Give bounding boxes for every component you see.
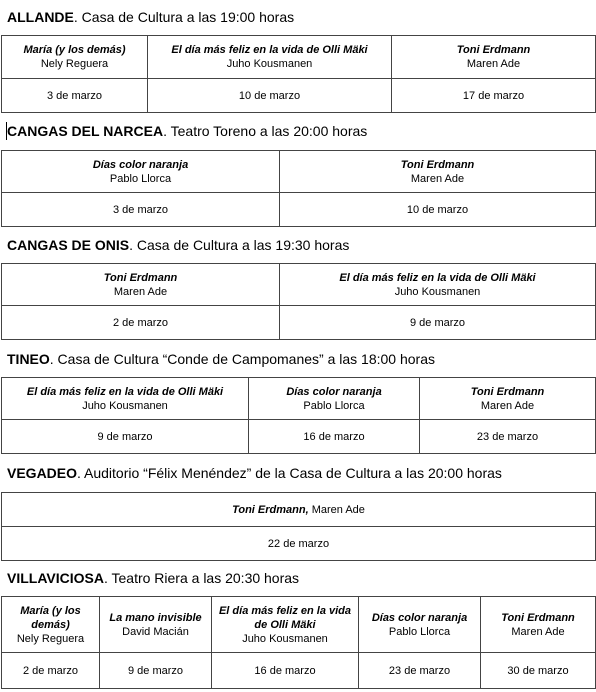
date-cell: 16 de marzo xyxy=(249,420,420,454)
film-director: Maren Ade xyxy=(511,625,565,638)
film-cell xyxy=(280,264,596,306)
film-cell xyxy=(249,378,420,420)
date-cell: 10 de marzo xyxy=(148,79,392,113)
film-director: Pablo Llorca xyxy=(388,625,451,638)
film-cell xyxy=(212,597,359,653)
venue-text: . Casa de Cultura “Conde de Campomanes” a las 18:00 horas xyxy=(49,351,435,367)
film-title: Toni Erdmann xyxy=(103,271,178,284)
film-cell xyxy=(2,264,280,306)
date-cell: 10 de marzo xyxy=(280,193,596,227)
date-cell: 9 de marzo xyxy=(100,653,212,689)
section-heading xyxy=(7,569,299,587)
film-director: Maren Ade xyxy=(113,285,168,298)
film-row xyxy=(2,151,596,193)
film-title: Toni Erdmann, xyxy=(232,503,309,516)
film-title: El día más feliz en la vida de Olli Mäki xyxy=(171,44,368,56)
date-row xyxy=(2,79,596,113)
venue-text: . Casa de Cultura a las 19:00 horas xyxy=(73,9,295,25)
film-director: Juho Kousmanen xyxy=(242,632,328,645)
film-cell xyxy=(2,597,100,653)
schedule-table xyxy=(1,35,596,113)
film-title: El día más feliz en la vida de Olli Mäki xyxy=(218,604,352,631)
date-cell: 16 de marzo xyxy=(212,653,359,689)
film-director: Pablo Llorca xyxy=(303,399,365,412)
film-row xyxy=(2,493,596,527)
town-name: CANGAS DE ONIS xyxy=(7,237,130,253)
film-director: Juho Kousmanen xyxy=(82,399,168,412)
film-title: María (y los demás) xyxy=(23,44,126,56)
film-row xyxy=(2,597,596,653)
date-cell: 2 de marzo xyxy=(2,653,100,689)
film-title: Días color naranja xyxy=(286,385,382,398)
film-title: El día más feliz en la vida de Olli Mäki xyxy=(26,385,224,398)
film-director: Maren Ade xyxy=(311,503,365,516)
section-heading xyxy=(7,464,502,482)
date-cell: 23 de marzo xyxy=(420,420,596,454)
town-name: VEGADEO xyxy=(7,465,78,481)
film-cell xyxy=(2,378,249,420)
venue-text: . Teatro Riera a las 20:30 horas xyxy=(103,570,300,586)
town-name: TINEO xyxy=(7,351,50,367)
film-title: Toni Erdmann xyxy=(400,158,475,171)
film-director: Maren Ade xyxy=(480,399,535,412)
schedule-table xyxy=(1,263,596,340)
film-director: Nely Reguera xyxy=(40,58,109,70)
film-director: Pablo Llorca xyxy=(109,172,172,185)
venue-text: . Teatro Toreno a las 20:00 horas xyxy=(163,123,368,139)
section-heading xyxy=(7,8,294,26)
film-title: Días color naranja xyxy=(371,611,468,624)
film-cell xyxy=(420,378,596,420)
date-row xyxy=(2,527,596,561)
film-row xyxy=(2,36,596,79)
schedule-table xyxy=(1,596,596,689)
date-cell: 22 de marzo xyxy=(2,527,596,561)
film-row xyxy=(2,264,596,306)
date-cell: 17 de marzo xyxy=(392,79,596,113)
film-cell xyxy=(481,597,596,653)
town-name: VILLAVICIOSA xyxy=(7,570,104,586)
film-director: Nely Reguera xyxy=(16,632,85,645)
schedule-table xyxy=(1,377,596,454)
section-heading xyxy=(6,122,367,140)
film-title: Toni Erdmann xyxy=(470,385,545,398)
venue-text: . Casa de Cultura a las 19:30 horas xyxy=(129,237,350,253)
film-cell xyxy=(2,151,280,193)
film-director: Juho Kousmanen xyxy=(226,58,313,70)
date-cell: 23 de marzo xyxy=(359,653,481,689)
date-cell: 3 de marzo xyxy=(2,79,148,113)
film-title: Toni Erdmann xyxy=(501,611,575,624)
film-cell xyxy=(148,36,392,79)
date-cell: 30 de marzo xyxy=(481,653,596,689)
date-row xyxy=(2,653,596,689)
date-row xyxy=(2,193,596,227)
film-title: Toni Erdmann xyxy=(456,44,531,56)
date-cell: 3 de marzo xyxy=(2,193,280,227)
schedule-table xyxy=(1,150,596,227)
film-director: Maren Ade xyxy=(466,58,521,70)
date-cell: 9 de marzo xyxy=(2,420,249,454)
town-name: ALLANDE xyxy=(7,9,74,25)
film-row xyxy=(2,378,596,420)
film-director: David Macián xyxy=(122,625,189,638)
film-cell xyxy=(2,493,596,527)
film-cell xyxy=(280,151,596,193)
venue-text: . Auditorio “Félix Menéndez” de la Casa de Cultura a las 20:00 horas xyxy=(77,465,502,481)
date-row xyxy=(2,306,596,340)
film-title: La mano invisible xyxy=(109,611,202,624)
film-title: María (y los demás) xyxy=(20,604,81,631)
film-cell xyxy=(2,36,148,79)
film-cell xyxy=(359,597,481,653)
town-name: CANGAS DEL NARCEA xyxy=(7,123,164,139)
film-director: Juho Kousmanen xyxy=(394,285,481,298)
film-title: Días color naranja xyxy=(92,158,189,171)
film-cell xyxy=(100,597,212,653)
date-cell: 9 de marzo xyxy=(280,306,596,340)
film-director: Maren Ade xyxy=(410,172,465,185)
date-cell: 2 de marzo xyxy=(2,306,280,340)
section-heading xyxy=(7,350,435,368)
date-row xyxy=(2,420,596,454)
section-heading xyxy=(7,236,349,254)
schedule-table xyxy=(1,492,596,561)
film-title: El día más feliz en la vida de Olli Mäki xyxy=(339,271,536,284)
film-cell xyxy=(392,36,596,79)
